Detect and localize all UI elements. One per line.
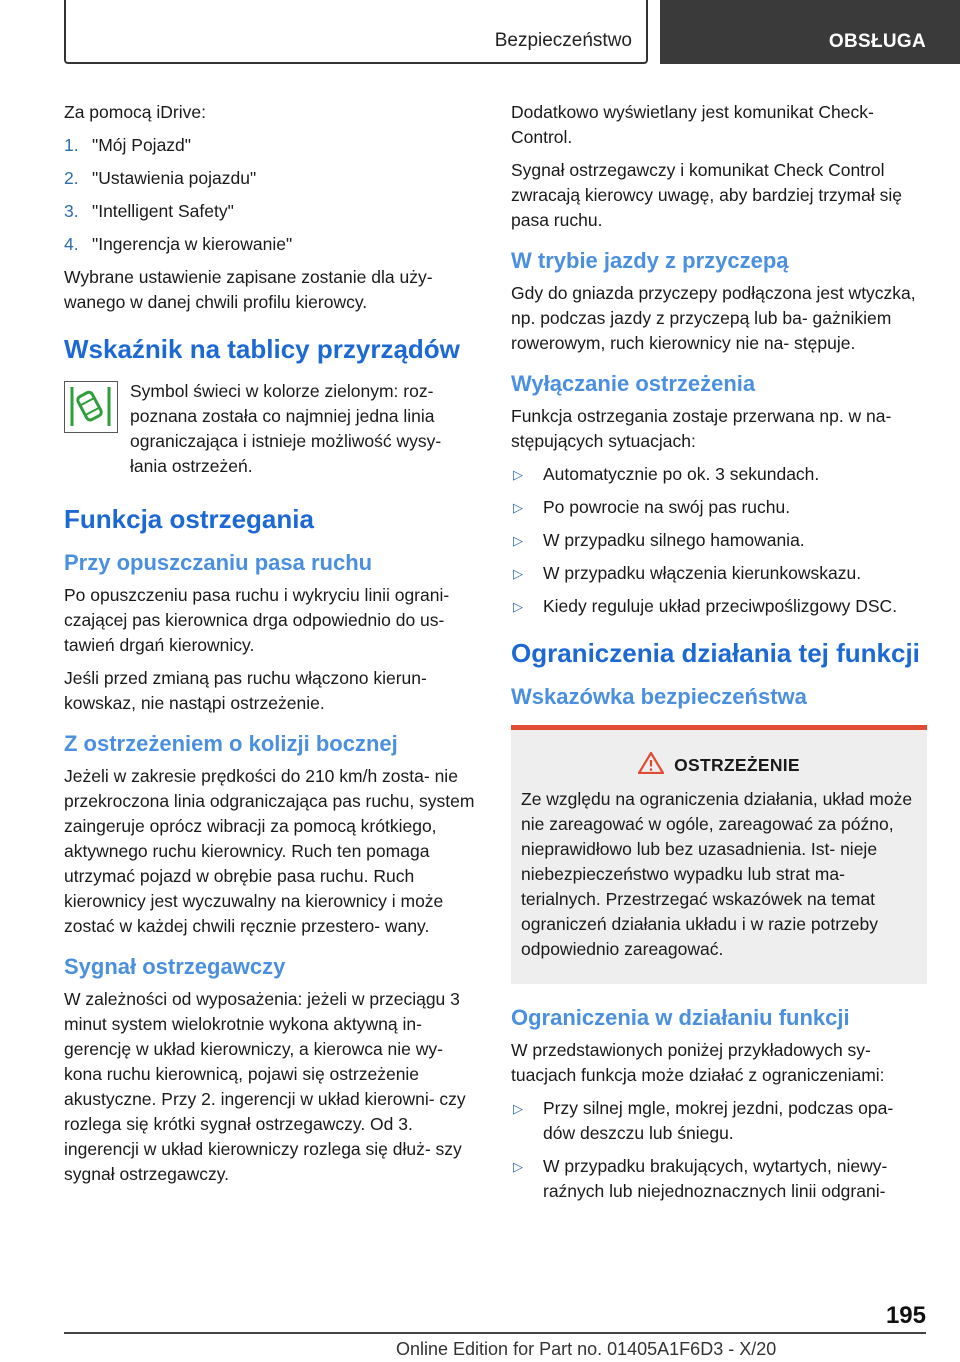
left-column	[64, 100, 482, 1195]
list-item-text: Po powrocie na swój pas ruchu.	[543, 497, 791, 517]
step-text: "Ustawienia pojazdu"	[92, 168, 257, 188]
heading-function-limits: Ograniczenia działania tej funkcji	[511, 638, 920, 668]
step-number: 2.	[64, 168, 79, 188]
list-item	[64, 166, 482, 191]
triangle-bullet-icon: ▷	[513, 533, 523, 548]
list-item	[64, 133, 482, 158]
page-number: 195	[885, 1302, 926, 1329]
step-text: "Mój Pojazd"	[92, 135, 191, 155]
leaving-paragraph-2: Jeśli przed zmianą pas ruchu włączono kierun‐ kowskaz, nie nastąpi ostrzeżenie.	[64, 668, 427, 713]
step-number: 4.	[64, 234, 79, 254]
list-item	[64, 199, 482, 224]
heading-warning-signal: Sygnał ostrzegawczy	[64, 954, 286, 979]
list-item	[511, 528, 929, 553]
heading-turn-off-warning: Wyłączanie ostrzeżenia	[511, 371, 756, 396]
list-item-text: W przypadku brakujących, wytartych, niewy‐ raźnych lub niejednoznacznych linii odgrani‐	[543, 1156, 888, 1201]
triangle-bullet-icon: ▷	[513, 467, 523, 482]
step-text: "Ingerencja w kierowanie"	[92, 234, 293, 254]
turn-off-paragraph: Funkcja ostrzegania zostaje przerwana np. w na‐ stępujących sytuacjach:	[511, 406, 892, 451]
trailer-paragraph: Gdy do gniazda przyczepy podłączona jest wtyczka, np. podczas jazdy z przyczepą lub ba‐ gażnikiem rowerowym, ruch kierownicy nie na‐ stępuje.	[511, 283, 916, 353]
step-number: 1.	[64, 135, 79, 155]
list-item	[511, 462, 929, 487]
heading-operation-limits: Ograniczenia w działaniu funkcji	[511, 1005, 850, 1030]
triangle-bullet-icon: ▷	[513, 500, 523, 515]
heading-warning-function: Funkcja ostrzegania	[64, 504, 314, 534]
leaving-paragraph-1: Po opuszczeniu pasa ruchu i wykryciu linii ograni‐ czającej pas kierownica drga odpowiednio do us‐ tawień drgań kierownicy.	[64, 585, 450, 655]
limits-paragraph: W przedstawionych poniżej przykładowych sy‐ tuacjach funkcja może działać z ograniczeniami:	[511, 1040, 885, 1085]
triangle-bullet-icon: ▷	[513, 1101, 523, 1116]
right-column	[511, 100, 929, 1212]
idrive-steps	[64, 133, 482, 257]
check-control-paragraph-1: Dodatkowo wyświetlany jest komunikat Check- Control.	[511, 102, 874, 147]
step-number: 3.	[64, 201, 79, 221]
header-section-label: Bezpieczeństwo	[494, 30, 632, 51]
footer-edition: Online Edition for Part no. 01405A1F6D3 - X/20	[396, 1339, 777, 1359]
list-item-text: Przy silnej mgle, mokrej jezdni, podczas opa‐ dów deszczu lub śniegu.	[543, 1098, 894, 1143]
heading-leaving-lane: Przy opuszczaniu pasa ruchu	[64, 550, 373, 575]
lane-departure-indicator-icon	[64, 381, 118, 433]
list-item	[64, 232, 482, 257]
header-chapter-label: OBSŁUGA	[828, 31, 926, 52]
heading-indicator: Wskaźnik na tablicy przyrządów	[64, 334, 460, 364]
heading-trailer: W trybie jazdy z przyczepą	[511, 248, 789, 273]
check-control-paragraph-2: Sygnał ostrzegawczy i komunikat Check Control zwracają kierowcy uwagę, aby bardziej trzymał się pasa ruchu.	[511, 160, 902, 230]
list-item-text: Automatycznie po ok. 3 sekundach.	[543, 464, 820, 484]
list-item	[511, 1154, 929, 1204]
triangle-bullet-icon: ▷	[513, 566, 523, 581]
warning-triangle-icon	[638, 752, 664, 779]
list-item	[511, 561, 929, 586]
side-collision-paragraph: Jeżeli w zakresie prędkości do 210 km/h zosta‐ nie przekroczona linia odgraniczająca pas ruchu, system zaingeruje oprócz wibracji za pomocą krótkiego, aktywnego ruchu kierownicy. Ruch ten pomaga utrzymać pojazd w obrębie pasa ruchu. Ruch kierownicy jest wyczuwalny na kierownicy i może zostać w każdej chwili ręcznie przestero‐ wany.	[64, 766, 475, 936]
warning-signal-paragraph: W zależności od wyposażenia: jeżeli w przeciągu 3 minut system wielokrotnie wykona aktywną in‐ gerencję w układ kierowniczy, a kierowca nie wy‐ kona ruchu kierownicą, pojawi się ostrzeżenie akustyczne. Przy 2. ingerencji w układ kierowni‐ czy rozlega się krótki sygnał ostrzegawczy. Od 3. ingerencji w układ kierowniczy rozlega się dłuż‐ szy sygnał ostrzegawczy.	[64, 989, 466, 1184]
indicator-block	[64, 379, 482, 479]
heading-safety-note: Wskazówka bezpieczeństwa	[511, 684, 807, 709]
list-item	[511, 1096, 929, 1146]
saved-paragraph: Wybrane ustawienie zapisane zostanie dla uży‐ wanego w danej chwili profilu kierowcy.	[64, 267, 433, 312]
list-item	[511, 495, 929, 520]
list-item	[511, 594, 929, 619]
turn-off-list	[511, 462, 929, 619]
list-item-text: Kiedy reguluje układ przeciwpoślizgowy DSC.	[543, 596, 898, 616]
indicator-text: Symbol świeci w kolorze zielonym: roz‐ poznana została co najmniej jedna linia ograniczająca i istnieje możliwość wysy‐ łania ostrzeżeń.	[130, 381, 442, 476]
warning-header	[521, 752, 917, 779]
header-chapter-tab	[660, 0, 960, 64]
list-item-text: W przypadku silnego hamowania.	[543, 530, 805, 550]
footer-divider	[64, 1332, 926, 1334]
list-item-text: W przypadku włączenia kierunkowskazu.	[543, 563, 862, 583]
limits-list	[511, 1096, 929, 1204]
triangle-bullet-icon: ▷	[513, 1159, 523, 1174]
warning-title: OSTRZEŻENIE	[674, 755, 800, 775]
heading-side-collision: Z ostrzeżeniem o kolizji bocznej	[64, 731, 398, 756]
warning-text: Ze względu na ograniczenia działania, układ może nie zareagować w ogóle, zareagować za późno, nieprawidłowo lub bez uzasadnienia. Ist‐ nieje niebezpieczeństwo wypadku lub strat ma‐ terialnych. Przestrzegać wskazówek na temat ograniczeń działania układu i w razie potrzeby odpowiednio zareagować.	[521, 789, 913, 959]
header-section-tab	[64, 0, 648, 64]
warning-box	[511, 725, 927, 984]
idrive-intro: Za pomocą iDrive:	[64, 102, 206, 122]
step-text: "Intelligent Safety"	[92, 201, 234, 221]
triangle-bullet-icon: ▷	[513, 599, 523, 614]
